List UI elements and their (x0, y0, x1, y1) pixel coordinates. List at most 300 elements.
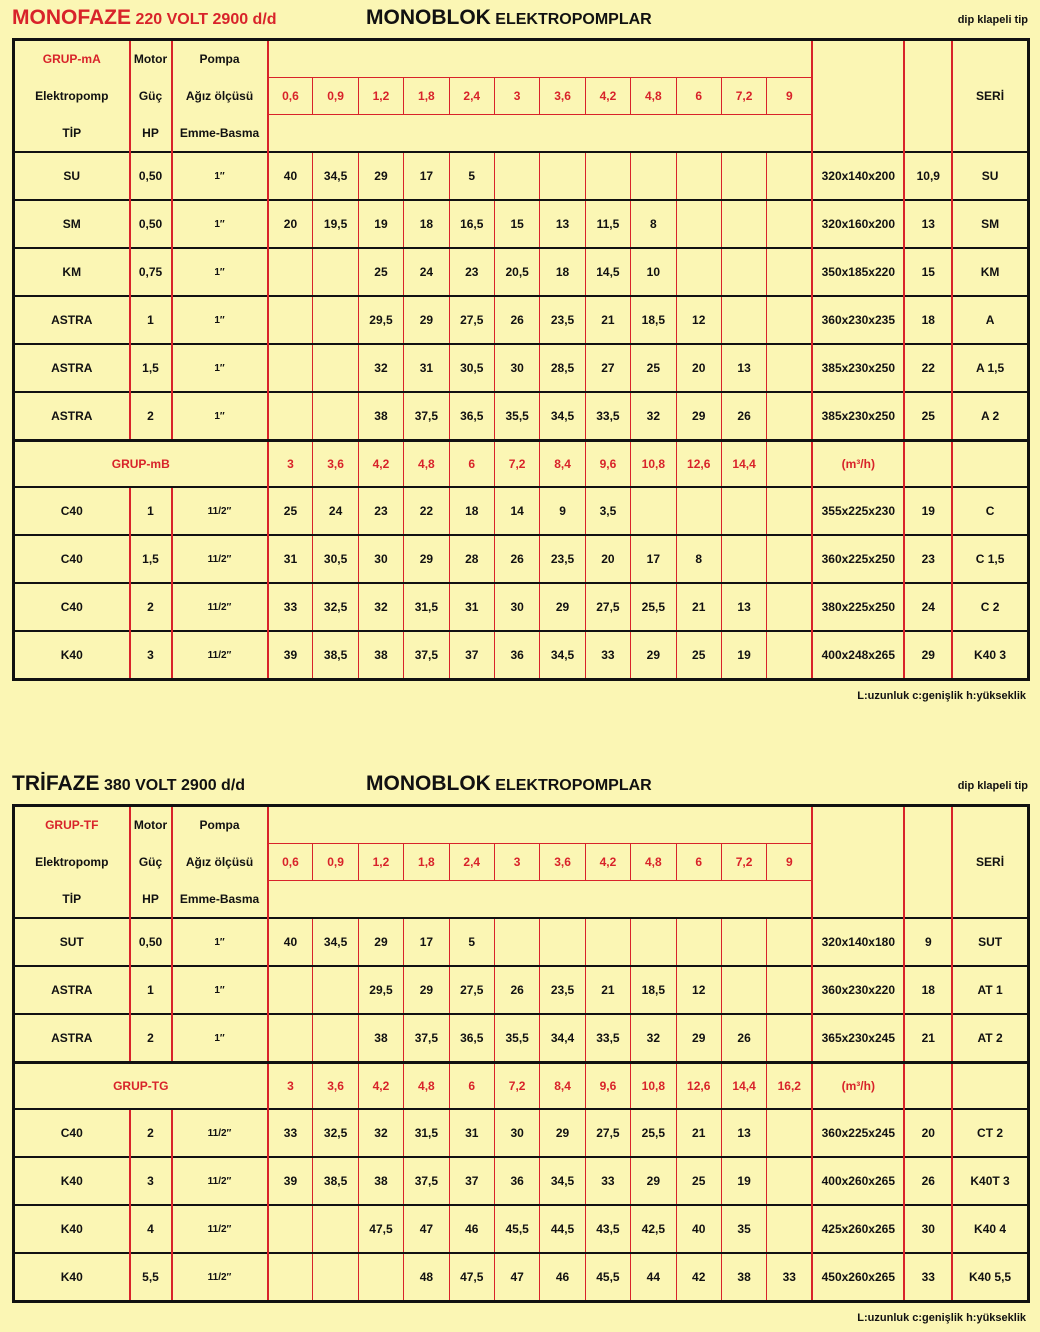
flow-value: 4,2 (585, 844, 630, 881)
flow-value: 0,9 (313, 844, 358, 881)
pump-hp: 5,5 (130, 1253, 172, 1302)
pump-hp: 1 (130, 966, 172, 1014)
pump-series: SM (952, 200, 1028, 248)
pump-dimensions: 385x230x250 (812, 344, 904, 392)
head-value: 31 (449, 1109, 494, 1157)
flow-value: 9 (767, 844, 813, 881)
emme-basma-label: Emme-Basma (172, 115, 268, 153)
flow-b-value: 3,6 (313, 441, 358, 488)
agiz-label: Ağız ölçüsü (172, 78, 268, 115)
flow-b-value: 8,4 (540, 441, 585, 488)
head-value: 26 (494, 296, 539, 344)
head-value (767, 1014, 813, 1063)
head-value: 32 (631, 1014, 676, 1063)
head-value: 47,5 (449, 1253, 494, 1302)
pump-series: SU (952, 152, 1028, 200)
head-value: 17 (631, 535, 676, 583)
pump-type: C40 (14, 583, 130, 631)
head-value (767, 200, 813, 248)
section2-product-title: MONOBLOK ELEKTROPOMPLAR (366, 772, 652, 795)
flow-b-value: 6 (449, 1063, 494, 1110)
pump-series: A 2 (952, 392, 1028, 441)
head-value: 14,5 (585, 248, 630, 296)
head-value: 29 (358, 152, 403, 200)
head-value (268, 344, 313, 392)
head-value (268, 1205, 313, 1253)
pump-weight: 9 (904, 918, 952, 966)
head-value: 35 (721, 1205, 766, 1253)
head-value: 32,5 (313, 583, 358, 631)
pump-row (14, 966, 1029, 1014)
head-value (631, 487, 676, 535)
head-value: 23 (358, 487, 403, 535)
head-value: 37 (449, 631, 494, 680)
weight-header (904, 806, 952, 919)
pump-type: ASTRA (14, 1014, 130, 1063)
pump-dimensions: 380x225x250 (812, 583, 904, 631)
tip-label: TİP (62, 125, 82, 140)
pump-dimensions: 360x225x250 (812, 535, 904, 583)
head-value (268, 392, 313, 441)
pump-dimensions: 450x260x265 (812, 1253, 904, 1302)
pump-row (14, 344, 1029, 392)
pump-weight: 19 (904, 487, 952, 535)
head-value: 19 (721, 1157, 766, 1205)
pump-row (14, 487, 1029, 535)
pump-weight: 21 (904, 1014, 952, 1063)
flow-value: 3 (494, 78, 539, 115)
pump-hp: 1,5 (130, 535, 172, 583)
pump-type: KM (14, 248, 130, 296)
head-value: 8 (676, 535, 721, 583)
pump-series: K40 5,5 (952, 1253, 1028, 1302)
weight-header (904, 40, 952, 153)
head-value: 25 (358, 248, 403, 296)
pump-inlet: 11/2″ (172, 535, 268, 583)
pump-series: CT 2 (952, 1109, 1028, 1157)
head-value: 47 (494, 1253, 539, 1302)
dimensions-header (812, 40, 904, 153)
head-value: 29,5 (358, 296, 403, 344)
pump-weight: 23 (904, 535, 952, 583)
section2-table (12, 804, 1030, 1303)
pump-inlet: 11/2″ (172, 1253, 268, 1302)
blank (952, 441, 1028, 488)
head-value: 25 (631, 344, 676, 392)
pump-row (14, 296, 1029, 344)
pump-hp: 0,75 (130, 248, 172, 296)
head-value: 23,5 (540, 535, 585, 583)
head-value: 38 (358, 1157, 403, 1205)
pump-row (14, 535, 1029, 583)
head-value: 35,5 (494, 1014, 539, 1063)
head-value: 38 (358, 392, 403, 441)
blank (952, 1063, 1028, 1110)
flow-b-value: 6 (449, 441, 494, 488)
head-value: 20 (676, 344, 721, 392)
head-value: 25,5 (631, 1109, 676, 1157)
pump-series: SUT (952, 918, 1028, 966)
head-value: 18 (449, 487, 494, 535)
pump-type: SM (14, 200, 130, 248)
pump-weight: 18 (904, 966, 952, 1014)
head-value: 33,5 (585, 392, 630, 441)
head-value: 14 (494, 487, 539, 535)
flow-value: 0,6 (268, 78, 313, 115)
pump-weight: 15 (904, 248, 952, 296)
pump-weight: 24 (904, 583, 952, 631)
head-value: 8 (631, 200, 676, 248)
pump-type: ASTRA (14, 296, 130, 344)
head-value: 12 (676, 296, 721, 344)
head-value: 30 (494, 344, 539, 392)
section2-title: TRİFAZE 380 VOLT 2900 d/d (12, 772, 246, 795)
head-value: 23,5 (540, 966, 585, 1014)
head-value: 16,5 (449, 200, 494, 248)
head-value: 30,5 (313, 535, 358, 583)
head-value: 29 (631, 1157, 676, 1205)
head-value: 32 (358, 344, 403, 392)
pump-inlet: 1″ (172, 918, 268, 966)
pump-weight: 30 (904, 1205, 952, 1253)
group-b-label: GRUP-TG (14, 1063, 268, 1110)
head-value: 33 (268, 1109, 313, 1157)
pump-inlet: 1″ (172, 248, 268, 296)
pump-row (14, 200, 1029, 248)
pump-hp: 0,50 (130, 152, 172, 200)
head-value: 21 (676, 1109, 721, 1157)
head-value: 23 (449, 248, 494, 296)
head-value (358, 1253, 403, 1302)
pump-hp: 4 (130, 1205, 172, 1253)
head-value: 29 (676, 1014, 721, 1063)
head-value: 33 (767, 1253, 813, 1302)
head-value (631, 918, 676, 966)
flow-b-value: 4,2 (358, 1063, 403, 1110)
elektropomp-label: Elektropomp (35, 89, 109, 103)
pump-dimensions: 360x230x235 (812, 296, 904, 344)
pump-series: AT 1 (952, 966, 1028, 1014)
head-value: 25 (268, 487, 313, 535)
head-value: 13 (721, 344, 766, 392)
head-value: 19,5 (313, 200, 358, 248)
head-value: 38 (358, 631, 403, 680)
head-value (767, 535, 813, 583)
flow-value: 7,2 (721, 78, 766, 115)
head-value: 13 (540, 200, 585, 248)
head-value: 29 (540, 1109, 585, 1157)
group-label: GRUP-mA (42, 52, 101, 67)
pump-series: A (952, 296, 1028, 344)
head-value (721, 966, 766, 1014)
flow-b-value: 4,8 (404, 441, 449, 488)
head-value: 34,5 (313, 152, 358, 200)
pump-series: KM (952, 248, 1028, 296)
head-value (676, 248, 721, 296)
section1-product-title: MONOBLOK ELEKTROPOMPLAR (366, 6, 652, 29)
head-header (268, 881, 813, 919)
pump-series: K40 3 (952, 631, 1028, 680)
flow-value: 3,6 (540, 78, 585, 115)
head-value: 29 (676, 392, 721, 441)
head-value: 39 (268, 1157, 313, 1205)
pump-row (14, 152, 1029, 200)
section1-title-row (12, 6, 1028, 36)
pump-type: C40 (14, 1109, 130, 1157)
head-value: 11,5 (585, 200, 630, 248)
pump-row (14, 1014, 1029, 1063)
section1-table (12, 38, 1030, 681)
flow-value: 1,8 (404, 78, 449, 115)
tip-label: TİP (62, 891, 82, 906)
head-value: 31,5 (404, 1109, 449, 1157)
head-value (676, 200, 721, 248)
flow-value: 7,2 (721, 844, 766, 881)
pump-row (14, 1157, 1029, 1205)
flow-b-value: 7,2 (494, 1063, 539, 1110)
head-value: 37,5 (404, 1014, 449, 1063)
head-value: 42,5 (631, 1205, 676, 1253)
head-value: 37,5 (404, 392, 449, 441)
head-value: 35,5 (494, 392, 539, 441)
section1-note: dip klapeli tip (957, 14, 1028, 26)
head-value: 29 (404, 535, 449, 583)
group-label: GRUP-TF (45, 818, 99, 833)
pump-row (14, 631, 1029, 680)
head-value (676, 152, 721, 200)
head-value (767, 918, 813, 966)
pump-inlet: 11/2″ (172, 583, 268, 631)
pump-weight: 29 (904, 631, 952, 680)
head-value: 18 (540, 248, 585, 296)
head-value: 26 (494, 966, 539, 1014)
head-value: 32 (358, 1109, 403, 1157)
head-value: 3,5 (585, 487, 630, 535)
flow-b-value: 8,4 (540, 1063, 585, 1110)
head-value: 25,5 (631, 583, 676, 631)
pump-row (14, 1205, 1029, 1253)
head-value: 34,5 (540, 392, 585, 441)
pump-inlet: 1″ (172, 152, 268, 200)
pump-weight: 25 (904, 392, 952, 441)
pump-inlet: 11/2″ (172, 1205, 268, 1253)
head-value: 29 (540, 583, 585, 631)
head-value: 28,5 (540, 344, 585, 392)
head-value: 32 (631, 392, 676, 441)
head-value: 40 (268, 152, 313, 200)
pump-dimensions: 320x160x200 (812, 200, 904, 248)
head-value (721, 248, 766, 296)
head-value: 36,5 (449, 1014, 494, 1063)
head-value (767, 344, 813, 392)
blank (904, 441, 952, 488)
pump-hp: 3 (130, 631, 172, 680)
head-value: 26 (494, 535, 539, 583)
head-value (767, 966, 813, 1014)
pump-hp: 3 (130, 1157, 172, 1205)
head-value (767, 248, 813, 296)
pump-type: C40 (14, 535, 130, 583)
head-value: 18 (404, 200, 449, 248)
flow-b-value: 4,2 (358, 441, 403, 488)
head-value: 27 (585, 344, 630, 392)
head-value (676, 487, 721, 535)
seri-header: SERİ (952, 806, 1028, 919)
flow-b-value: 14,4 (721, 441, 766, 488)
head-value (540, 918, 585, 966)
head-value: 37,5 (404, 631, 449, 680)
pump-inlet: 11/2″ (172, 631, 268, 680)
pump-dimensions: 350x185x220 (812, 248, 904, 296)
head-value: 44,5 (540, 1205, 585, 1253)
flow-value: 1,2 (358, 78, 403, 115)
head-value (767, 152, 813, 200)
pump-row (14, 1109, 1029, 1157)
pump-type: SU (14, 152, 130, 200)
section1-legend: L:uzunluk c:genişlik h:yükseklik (857, 690, 1026, 702)
blank (904, 1063, 952, 1110)
head-value: 29 (404, 966, 449, 1014)
pump-series: C 2 (952, 583, 1028, 631)
head-value: 5 (449, 152, 494, 200)
head-value: 17 (404, 918, 449, 966)
pump-dimensions: 425x260x265 (812, 1205, 904, 1253)
pump-dimensions: 365x230x245 (812, 1014, 904, 1063)
flow-value: 3 (494, 844, 539, 881)
head-value: 34,4 (540, 1014, 585, 1063)
flow-b-value: 12,6 (676, 441, 721, 488)
pump-inlet: 1″ (172, 296, 268, 344)
head-value: 34,5 (540, 1157, 585, 1205)
pump-weight: 18 (904, 296, 952, 344)
head-value (721, 535, 766, 583)
pump-hp: 2 (130, 583, 172, 631)
pump-inlet: 11/2″ (172, 487, 268, 535)
head-value: 29 (404, 296, 449, 344)
head-value: 37,5 (404, 1157, 449, 1205)
pump-dimensions: 385x230x250 (812, 392, 904, 441)
flow-value: 4,8 (631, 844, 676, 881)
flow-header (268, 806, 813, 844)
flow-b-value: 3,6 (313, 1063, 358, 1110)
flow-b-value: 3 (268, 1063, 313, 1110)
pump-inlet: 1″ (172, 392, 268, 441)
head-value: 29 (631, 631, 676, 680)
pump-row (14, 248, 1029, 296)
agiz-label: Ağız ölçüsü (172, 844, 268, 881)
head-value (721, 200, 766, 248)
section2-title-row (12, 772, 1028, 802)
head-value: 23,5 (540, 296, 585, 344)
flow-header (268, 40, 813, 78)
flow-b-value: 3 (268, 441, 313, 488)
head-value: 34,5 (313, 918, 358, 966)
head-value: 31 (404, 344, 449, 392)
head-value (494, 918, 539, 966)
head-value (767, 631, 813, 680)
head-value: 43,5 (585, 1205, 630, 1253)
emme-basma-label: Emme-Basma (172, 881, 268, 919)
pump-hp: 2 (130, 1014, 172, 1063)
pump-type: SUT (14, 918, 130, 966)
motor-header: Motor (130, 40, 172, 78)
pump-type: ASTRA (14, 344, 130, 392)
pump-inlet: 11/2″ (172, 1157, 268, 1205)
head-value (721, 487, 766, 535)
elektropomp-label: Elektropomp (35, 855, 109, 869)
head-value: 32 (358, 583, 403, 631)
head-value: 21 (676, 583, 721, 631)
head-value (313, 1014, 358, 1063)
seri-header: SERİ (952, 40, 1028, 153)
pompa-header: Pompa (172, 806, 268, 844)
head-value: 38 (358, 1014, 403, 1063)
pump-type: K40 (14, 1157, 130, 1205)
head-value (268, 1014, 313, 1063)
pump-type: ASTRA (14, 966, 130, 1014)
pump-series: C 1,5 (952, 535, 1028, 583)
section2-legend: L:uzunluk c:genişlik h:yükseklik (857, 1312, 1026, 1324)
head-value: 13 (721, 583, 766, 631)
head-value: 18,5 (631, 966, 676, 1014)
head-value: 27,5 (449, 296, 494, 344)
flow-b-unit: (m³/h) (812, 1063, 904, 1110)
section1-title: MONOFAZE 220 VOLT 2900 d/d (12, 6, 277, 29)
head-value: 33 (585, 631, 630, 680)
head-value: 42 (676, 1253, 721, 1302)
pump-dimensions: 400x260x265 (812, 1157, 904, 1205)
head-value (721, 918, 766, 966)
head-value: 27,5 (449, 966, 494, 1014)
pump-hp: 1,5 (130, 344, 172, 392)
head-value: 31,5 (404, 583, 449, 631)
pump-inlet: 1″ (172, 966, 268, 1014)
flow-value: 2,4 (449, 844, 494, 881)
head-value: 26 (721, 1014, 766, 1063)
pump-row (14, 1253, 1029, 1302)
head-value (540, 152, 585, 200)
head-value: 48 (404, 1253, 449, 1302)
head-value: 22 (404, 487, 449, 535)
head-value: 9 (540, 487, 585, 535)
head-value (767, 296, 813, 344)
hp-label: HP (130, 115, 172, 153)
head-value: 33 (585, 1157, 630, 1205)
head-value: 12 (676, 966, 721, 1014)
hp-label: HP (130, 881, 172, 919)
head-value: 30 (494, 583, 539, 631)
head-value: 38,5 (313, 1157, 358, 1205)
flow-value: 2,4 (449, 78, 494, 115)
flow-b-value: 9,6 (585, 1063, 630, 1110)
head-value: 33 (268, 583, 313, 631)
pump-row (14, 583, 1029, 631)
head-value: 36 (494, 631, 539, 680)
head-value (268, 248, 313, 296)
head-value: 33,5 (585, 1014, 630, 1063)
pump-series: AT 2 (952, 1014, 1028, 1063)
head-value: 32,5 (313, 1109, 358, 1157)
flow-value: 4,8 (631, 78, 676, 115)
head-value: 27,5 (585, 1109, 630, 1157)
head-value (631, 152, 676, 200)
head-value (313, 1205, 358, 1253)
head-value (313, 296, 358, 344)
flow-b-value: 7,2 (494, 441, 539, 488)
pump-weight: 13 (904, 200, 952, 248)
head-value: 29 (358, 918, 403, 966)
head-value (313, 392, 358, 441)
